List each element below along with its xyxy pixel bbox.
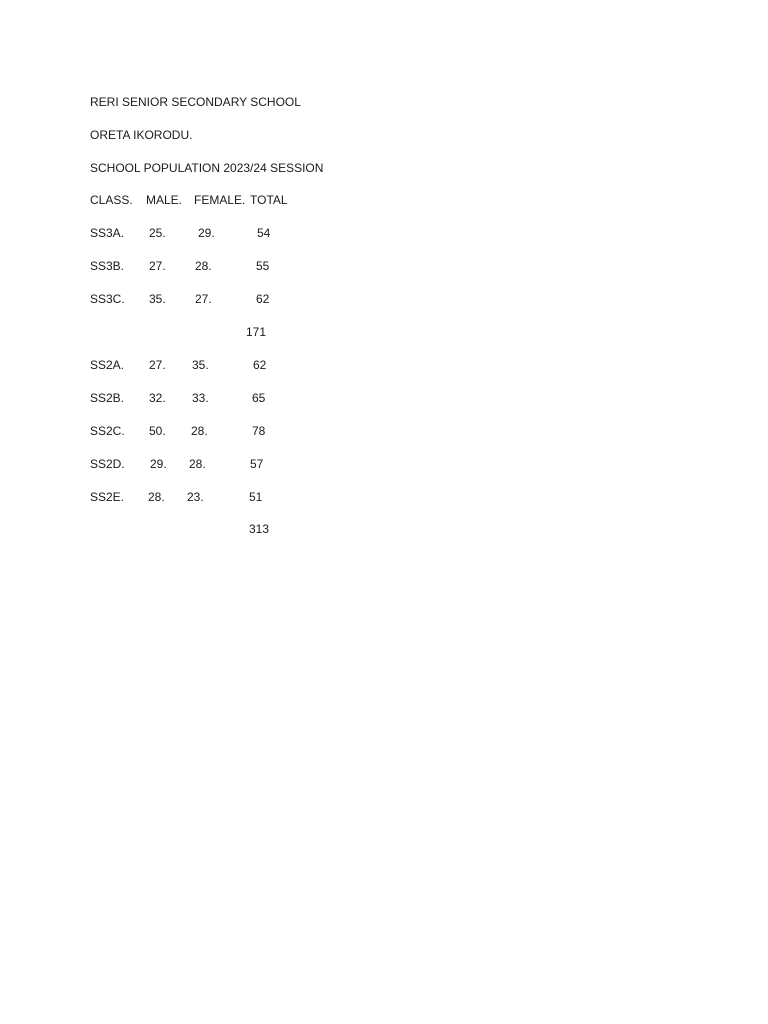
- total-cell: 65: [252, 391, 266, 405]
- total-cell: 62: [253, 358, 267, 372]
- total-cell: 51: [249, 490, 263, 504]
- class-cell: SS2A.: [90, 358, 125, 372]
- school-location: ORETA IKORODU.: [90, 128, 193, 142]
- female-cell: 33.: [192, 391, 209, 405]
- female-cell: 23.: [187, 490, 204, 504]
- document-subtitle: SCHOOL POPULATION 2023/24 SESSION: [90, 161, 324, 175]
- ss2-subtotal: 313: [249, 522, 270, 536]
- female-cell: 28.: [195, 259, 212, 273]
- total-cell: 78: [252, 424, 266, 438]
- class-cell: SS3C.: [90, 292, 125, 306]
- ss3-subtotal: 171: [246, 325, 267, 339]
- class-cell: SS2D.: [90, 457, 125, 471]
- class-cell: SS3B.: [90, 259, 125, 273]
- female-cell: 35.: [192, 358, 209, 372]
- total-cell: 62: [256, 292, 270, 306]
- class-cell: SS2E.: [90, 490, 125, 504]
- male-cell: 25.: [149, 226, 166, 240]
- total-cell: 55: [256, 259, 270, 273]
- column-header-male: MALE.: [146, 193, 183, 207]
- class-cell: SS3A.: [90, 226, 125, 240]
- female-cell: 29.: [198, 226, 215, 240]
- column-header-female: FEMALE.: [194, 193, 246, 207]
- column-header-class: CLASS.: [90, 193, 133, 207]
- male-cell: 50.: [149, 424, 166, 438]
- column-header-total: TOTAL: [250, 193, 288, 207]
- male-cell: 35.: [149, 292, 166, 306]
- female-cell: 28.: [191, 424, 208, 438]
- male-cell: 27.: [149, 358, 166, 372]
- class-cell: SS2C.: [90, 424, 125, 438]
- female-cell: 28.: [189, 457, 206, 471]
- school-name: RERI SENIOR SECONDARY SCHOOL: [90, 95, 301, 109]
- male-cell: 27.: [149, 259, 166, 273]
- total-cell: 54: [257, 226, 271, 240]
- male-cell: 28.: [148, 490, 165, 504]
- male-cell: 29.: [150, 457, 167, 471]
- total-cell: 57: [250, 457, 264, 471]
- female-cell: 27.: [195, 292, 212, 306]
- class-cell: SS2B.: [90, 391, 125, 405]
- male-cell: 32.: [149, 391, 166, 405]
